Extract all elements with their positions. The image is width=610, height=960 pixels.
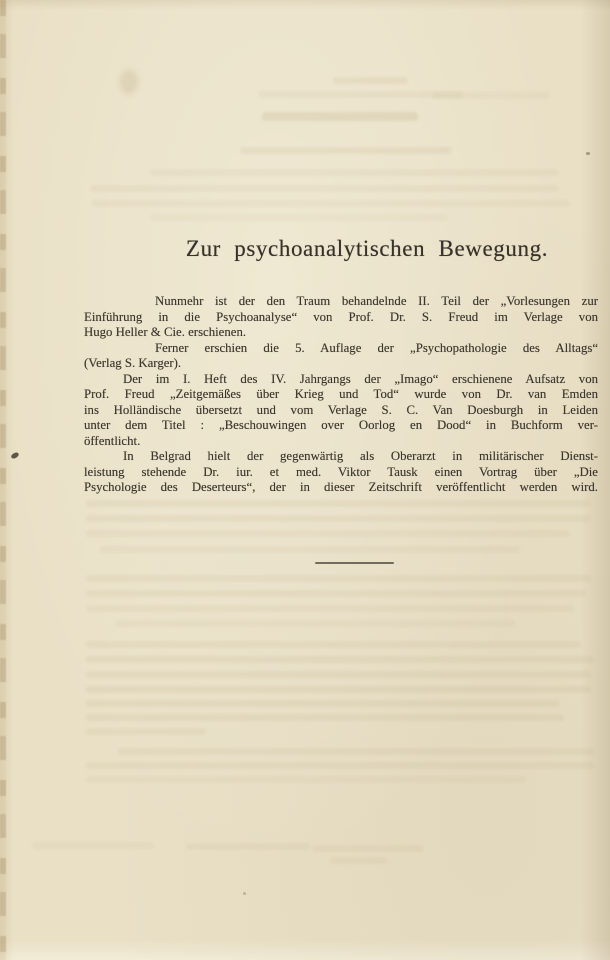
text-line: In Belgrad hielt der gegenwärtig als Oberarzt in militärischer Dienst-: [123, 449, 598, 463]
ghost-line: [86, 714, 564, 721]
ghost-line: [118, 748, 594, 755]
ghost-line: [86, 530, 570, 537]
paragraph: [84, 372, 598, 450]
ink-speck-bottom: [243, 892, 246, 895]
ghost-line: [86, 605, 574, 612]
text-line: (Verlag S. Karger).: [84, 356, 182, 370]
ghost-line: [150, 169, 558, 176]
ghost-line: [240, 147, 452, 154]
paragraph: [84, 341, 598, 372]
paragraph: [84, 449, 598, 496]
ghost-line: [32, 842, 154, 849]
ghost-line: [86, 700, 560, 707]
text-line: unter dem Titel : „Beschouwingen over Oorlog en Dood“ in Buchform ver-: [84, 418, 598, 432]
text-line: Nunmehr ist der den Traum behandelnde II. Teil der „Vorlesungen zur: [155, 294, 598, 308]
ghost-line: [115, 620, 515, 627]
text-line: Der im I. Heft des IV. Jahrgangs der „Imago“ erschienene Aufsatz von: [123, 371, 598, 386]
ghost-line: [86, 575, 591, 582]
torn-edge-left: [0, 0, 6, 960]
ghost-line: [92, 200, 570, 207]
text-line: leistung stehende Dr. iur. et med. Viktor Tausk einen Vortrag über „Die: [84, 464, 598, 479]
ghost-line: [330, 857, 388, 864]
ink-speck-left: [10, 451, 19, 459]
ghost-line: [86, 686, 591, 693]
text-line: ins Holländische übersetzt und vom Verlage S. C. Van Doesburgh in Leiden: [84, 402, 598, 417]
paper-smudge: [120, 70, 138, 94]
ghost-line: [432, 92, 550, 99]
ghost-line: [86, 728, 206, 735]
ghost-line: [333, 77, 408, 84]
ghost-line: [86, 762, 594, 769]
ghost-line: [86, 776, 526, 783]
ghost-line: [86, 515, 591, 522]
ghost-line: [262, 112, 418, 121]
ghost-line: [100, 546, 520, 553]
ghost-line: [86, 656, 594, 663]
text-line: Prof. Freud „Zeitgemäßes über Krieg und Tod“ wurde von Dr. van Emden: [84, 387, 598, 401]
ghost-line: [90, 185, 558, 192]
text-line: Ferner erschien die 5. Auflage der „Psychopathologie des Alltags“: [155, 340, 598, 355]
ghost-line: [86, 500, 591, 507]
text-line: Hugo Heller & Cie. erschienen.: [84, 325, 247, 339]
ghost-line: [312, 845, 424, 852]
body-text: [84, 294, 598, 496]
ghost-line: [186, 843, 310, 850]
page-title: Zur psychoanalytischen Bewegung.: [185, 236, 549, 261]
text-line: öffentlicht.: [84, 433, 141, 448]
text-line: Psychologie des Deserteurs“, der in dieser Zeitschrift veröffentlicht werden wird.: [84, 480, 598, 494]
ink-speck-right: [586, 152, 590, 155]
ghost-line: [86, 590, 586, 597]
paragraph: [84, 294, 598, 341]
text-line: Einführung in die Psychoanalyse“ von Prof. Dr. S. Freud im Verlage von: [84, 309, 598, 324]
section-divider: [315, 562, 394, 564]
ghost-line: [86, 641, 581, 648]
ghost-line: [86, 671, 591, 678]
ghost-line: [150, 214, 448, 221]
